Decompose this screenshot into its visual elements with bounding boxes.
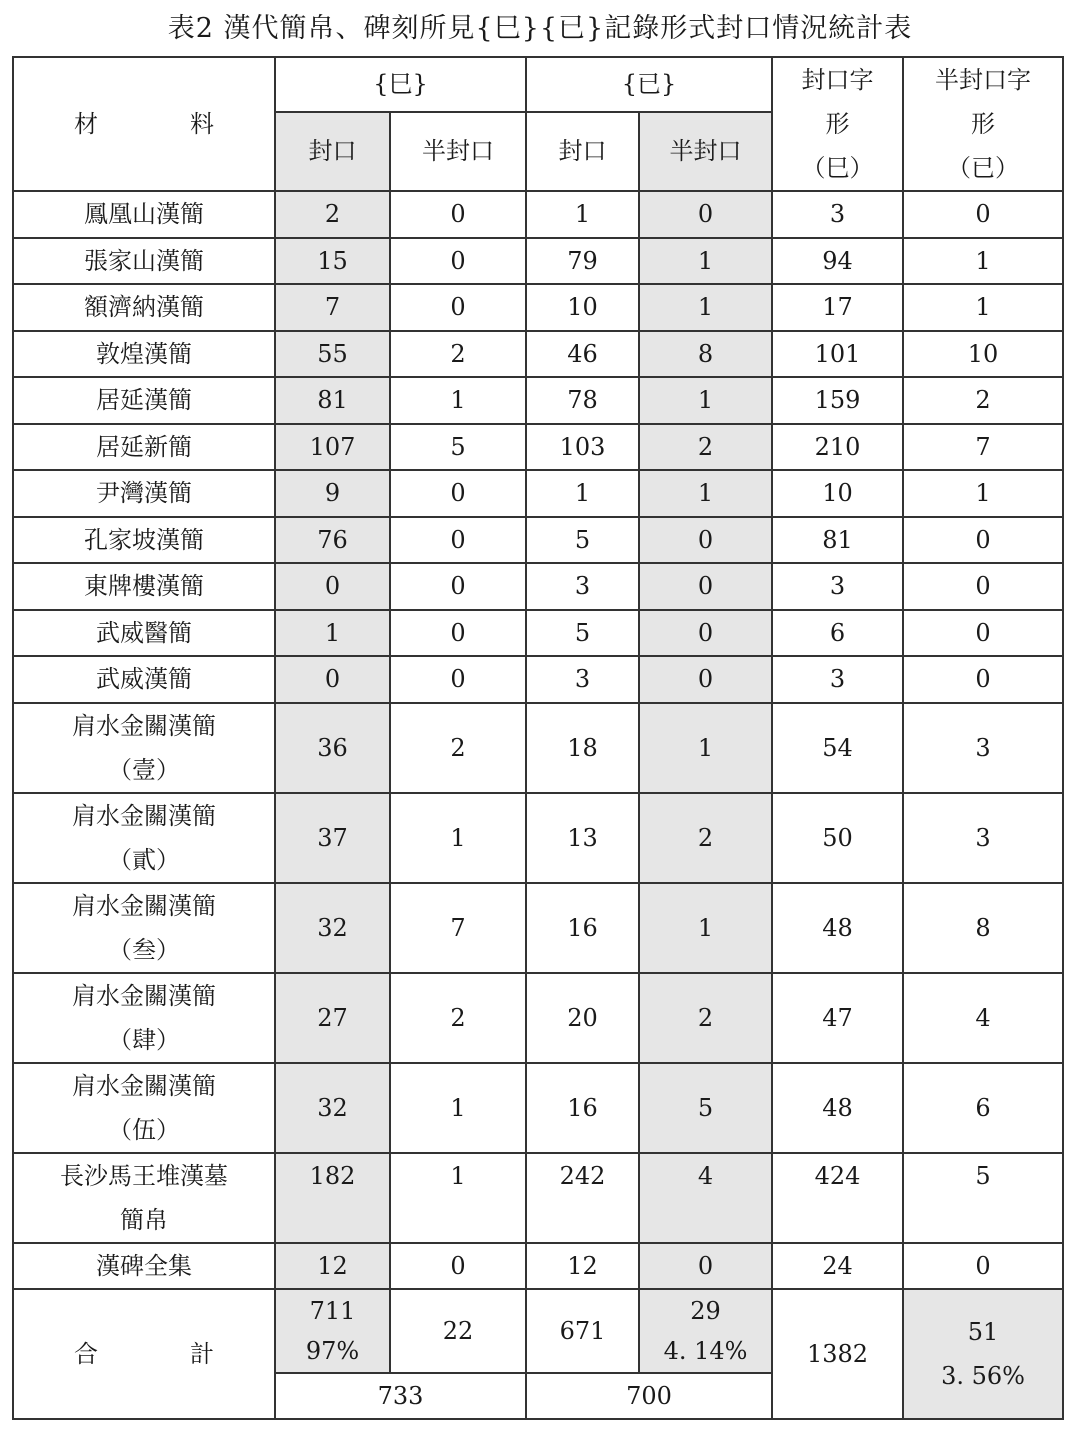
value-cell: 2 — [903, 377, 1063, 424]
value-cell: 0 — [275, 656, 390, 703]
value-cell: 2 — [639, 973, 772, 1063]
total-label: 合 計 — [13, 1289, 275, 1419]
table-row — [13, 1153, 1063, 1243]
value-cell: 2 — [390, 703, 526, 793]
value-cell: 1 — [639, 284, 772, 331]
table-row — [13, 424, 1063, 471]
value-cell: 2 — [390, 331, 526, 378]
table-row — [13, 470, 1063, 517]
value-cell: 27 — [275, 973, 390, 1063]
value-cell: 48 — [772, 1063, 903, 1153]
header-si-banfengkou: 半封口 — [390, 112, 526, 191]
value-cell: 0 — [639, 1243, 772, 1290]
total-fengkou-form: 1382 — [772, 1289, 903, 1419]
value-cell: 3 — [903, 793, 1063, 883]
value-cell: 79 — [526, 238, 639, 285]
material-name: 敦煌漢簡 — [13, 331, 275, 378]
table-row — [13, 563, 1063, 610]
header-banfengkou-form-yi: 半封口字 形 （已） — [903, 57, 1063, 191]
value-cell: 1 — [639, 238, 772, 285]
value-cell: 3 — [772, 563, 903, 610]
value-cell: 8 — [903, 883, 1063, 973]
table-row — [13, 377, 1063, 424]
value-cell: 20 — [526, 973, 639, 1063]
value-cell: 3 — [526, 656, 639, 703]
value-cell: 182 — [275, 1153, 390, 1243]
value-cell: 94 — [772, 238, 903, 285]
value-cell: 5 — [526, 610, 639, 657]
header-yi-banfengkou: 半封口 — [639, 112, 772, 191]
value-cell: 0 — [903, 191, 1063, 238]
material-name: 肩水金關漢簡 （叁） — [13, 883, 275, 973]
material-name: 孔家坡漢簡 — [13, 517, 275, 564]
value-cell: 24 — [772, 1243, 903, 1290]
value-cell: 47 — [772, 973, 903, 1063]
value-cell: 10 — [772, 470, 903, 517]
total-si-fengkou: 711 97% — [275, 1289, 390, 1373]
value-cell: 1 — [903, 238, 1063, 285]
value-cell: 3 — [903, 703, 1063, 793]
value-cell: 5 — [903, 1153, 1063, 1243]
value-cell: 1 — [639, 377, 772, 424]
value-cell: 0 — [639, 610, 772, 657]
value-cell: 0 — [903, 1243, 1063, 1290]
statistics-table — [12, 56, 1064, 1420]
material-name: 肩水金關漢簡 （伍） — [13, 1063, 275, 1153]
value-cell: 159 — [772, 377, 903, 424]
table-row — [13, 1063, 1063, 1153]
table-row — [13, 191, 1063, 238]
value-cell: 1 — [390, 793, 526, 883]
material-name: 東牌樓漢簡 — [13, 563, 275, 610]
value-cell: 0 — [390, 610, 526, 657]
value-cell: 16 — [526, 1063, 639, 1153]
header-material: 材 料 — [13, 57, 275, 191]
value-cell: 242 — [526, 1153, 639, 1243]
value-cell: 0 — [639, 656, 772, 703]
value-cell: 2 — [639, 424, 772, 471]
value-cell: 1 — [275, 610, 390, 657]
value-cell: 0 — [903, 563, 1063, 610]
value-cell: 81 — [275, 377, 390, 424]
value-cell: 5 — [390, 424, 526, 471]
value-cell: 0 — [390, 191, 526, 238]
value-cell: 48 — [772, 883, 903, 973]
header-group-si: {巳} — [275, 57, 526, 112]
value-cell: 46 — [526, 331, 639, 378]
material-name: 肩水金關漢簡 （肆） — [13, 973, 275, 1063]
value-cell: 78 — [526, 377, 639, 424]
table-row — [13, 517, 1063, 564]
value-cell: 1 — [390, 377, 526, 424]
value-cell: 210 — [772, 424, 903, 471]
material-name: 尹灣漢簡 — [13, 470, 275, 517]
value-cell: 7 — [275, 284, 390, 331]
table-caption: 表2 漢代簡帛、碑刻所見{巳}{已}記錄形式封口情況統計表 — [167, 13, 913, 44]
value-cell: 0 — [390, 1243, 526, 1290]
value-cell: 12 — [275, 1243, 390, 1290]
value-cell: 7 — [390, 883, 526, 973]
value-cell: 1 — [639, 883, 772, 973]
value-cell: 1 — [390, 1153, 526, 1243]
value-cell: 55 — [275, 331, 390, 378]
value-cell: 36 — [275, 703, 390, 793]
value-cell: 107 — [275, 424, 390, 471]
value-cell: 1 — [639, 470, 772, 517]
value-cell: 1 — [903, 470, 1063, 517]
value-cell: 4 — [639, 1153, 772, 1243]
value-cell: 2 — [390, 973, 526, 1063]
value-cell: 32 — [275, 1063, 390, 1153]
value-cell: 6 — [772, 610, 903, 657]
value-cell: 1 — [526, 191, 639, 238]
value-cell: 5 — [526, 517, 639, 564]
table-row — [13, 610, 1063, 657]
table-row — [13, 793, 1063, 883]
value-cell: 0 — [639, 517, 772, 564]
value-cell: 3 — [772, 191, 903, 238]
value-cell: 8 — [639, 331, 772, 378]
table-row — [13, 883, 1063, 973]
value-cell: 1 — [903, 284, 1063, 331]
value-cell: 17 — [772, 284, 903, 331]
value-cell: 5 — [639, 1063, 772, 1153]
value-cell: 103 — [526, 424, 639, 471]
value-cell: 3 — [772, 656, 903, 703]
value-cell: 76 — [275, 517, 390, 564]
table-row — [13, 331, 1063, 378]
table-row — [13, 703, 1063, 793]
material-name: 長沙馬王堆漢墓 簡帛 — [13, 1153, 275, 1243]
value-cell: 0 — [390, 656, 526, 703]
total-banfengkou-form: 51 3. 56% — [903, 1289, 1063, 1419]
value-cell: 424 — [772, 1153, 903, 1243]
value-cell: 16 — [526, 883, 639, 973]
value-cell: 15 — [275, 238, 390, 285]
value-cell: 1 — [526, 470, 639, 517]
value-cell: 0 — [639, 191, 772, 238]
value-cell: 10 — [526, 284, 639, 331]
table-row — [13, 238, 1063, 285]
value-cell: 0 — [390, 517, 526, 564]
material-name: 武威醫簡 — [13, 610, 275, 657]
value-cell: 101 — [772, 331, 903, 378]
value-cell: 32 — [275, 883, 390, 973]
header-group-yi: {已} — [526, 57, 772, 112]
value-cell: 3 — [526, 563, 639, 610]
value-cell: 6 — [903, 1063, 1063, 1153]
value-cell: 0 — [390, 470, 526, 517]
value-cell: 0 — [903, 656, 1063, 703]
total-si-sum: 733 — [275, 1373, 526, 1419]
material-name: 肩水金關漢簡 （貳） — [13, 793, 275, 883]
header-si-fengkou: 封口 — [275, 112, 390, 191]
value-cell: 12 — [526, 1243, 639, 1290]
table-row — [13, 973, 1063, 1063]
value-cell: 54 — [772, 703, 903, 793]
value-cell: 9 — [275, 470, 390, 517]
value-cell: 1 — [639, 703, 772, 793]
table-row — [13, 656, 1063, 703]
material-name: 張家山漢簡 — [13, 238, 275, 285]
table-row — [13, 1243, 1063, 1290]
material-name: 漢碑全集 — [13, 1243, 275, 1290]
value-cell: 0 — [903, 517, 1063, 564]
value-cell: 7 — [903, 424, 1063, 471]
value-cell: 13 — [526, 793, 639, 883]
value-cell: 1 — [390, 1063, 526, 1153]
value-cell: 0 — [390, 284, 526, 331]
material-name: 額濟納漢簡 — [13, 284, 275, 331]
value-cell: 81 — [772, 517, 903, 564]
value-cell: 4 — [903, 973, 1063, 1063]
material-name: 肩水金關漢簡 （壹） — [13, 703, 275, 793]
material-name: 居延新簡 — [13, 424, 275, 471]
material-name: 武威漢簡 — [13, 656, 275, 703]
header-fengkou-form-si: 封口字 形 （巳） — [772, 57, 903, 191]
value-cell: 2 — [639, 793, 772, 883]
value-cell: 0 — [390, 238, 526, 285]
total-yi-banfengkou: 29 4. 14% — [639, 1289, 772, 1373]
material-name: 居延漢簡 — [13, 377, 275, 424]
material-name: 鳳凰山漢簡 — [13, 191, 275, 238]
value-cell: 50 — [772, 793, 903, 883]
value-cell: 18 — [526, 703, 639, 793]
value-cell: 0 — [275, 563, 390, 610]
value-cell: 0 — [903, 610, 1063, 657]
value-cell: 2 — [275, 191, 390, 238]
total-si-banfengkou: 22 — [390, 1289, 526, 1373]
value-cell: 0 — [639, 563, 772, 610]
total-yi-fengkou: 671 — [526, 1289, 639, 1373]
table-row — [13, 284, 1063, 331]
value-cell: 0 — [390, 563, 526, 610]
value-cell: 37 — [275, 793, 390, 883]
value-cell: 10 — [903, 331, 1063, 378]
total-yi-sum: 700 — [526, 1373, 772, 1419]
header-yi-fengkou: 封口 — [526, 112, 639, 191]
